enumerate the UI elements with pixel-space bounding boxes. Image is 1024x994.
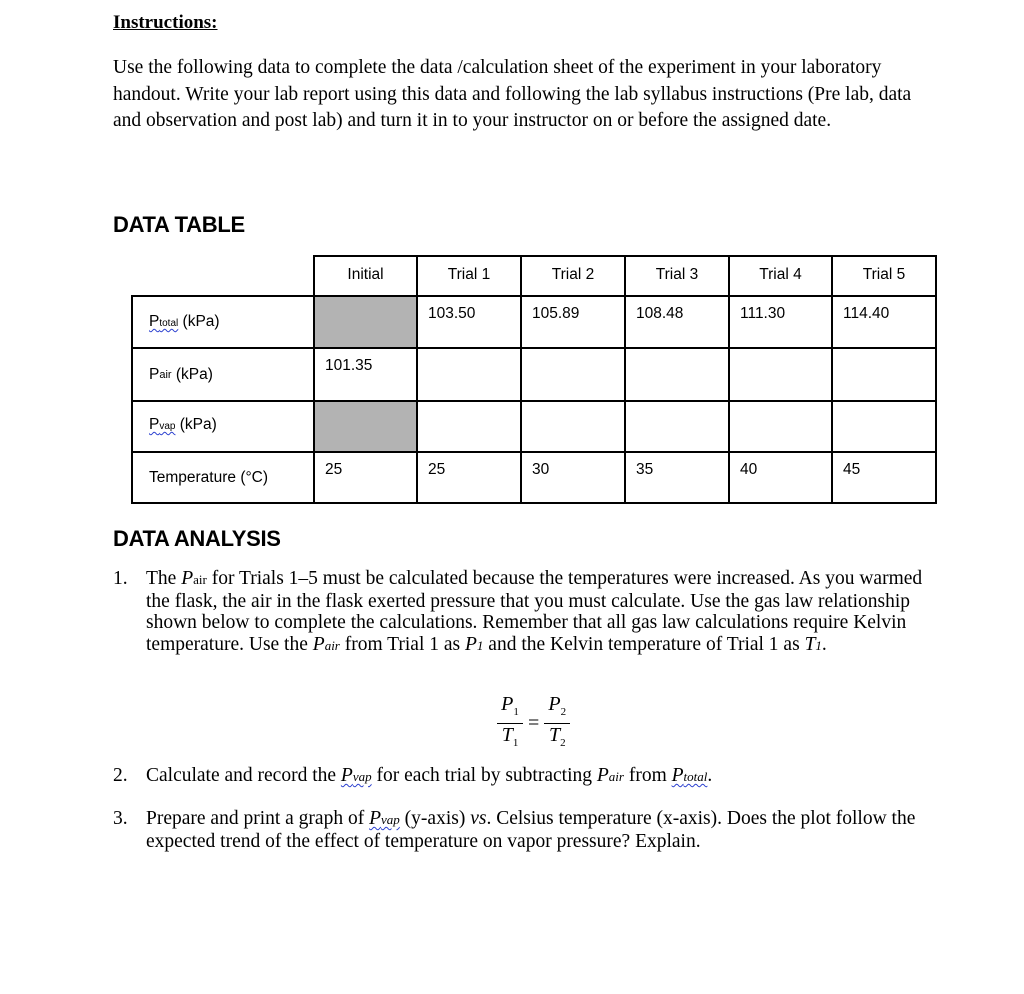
cell-p-total-trial-3: 108.48 <box>624 295 730 349</box>
cell-p-total-trial-5: 114.40 <box>831 295 937 349</box>
cell-p-air-trial-2 <box>520 347 626 402</box>
cell-temp-trial-3: 35 <box>624 451 730 504</box>
item-text: The Pair for Trials 1–5 must be calculated because the temperatures were increased. As you warmed the flask, the air in the flask exerted pressure that you must calculate. Use the gas law relationship shown below to complete the calculations. Remember that all gas law calculations require Kelvin temperature. Use the Pair from Trial 1 as P1 and the Kelvin temperature of Trial 1 as T1. <box>146 568 923 655</box>
row-label-unit: (kPa) <box>171 365 213 383</box>
cell-temp-trial-1: 25 <box>416 451 522 504</box>
item-text: Prepare and print a graph of Pvap (y-axis) vs. Celsius temperature (x-axis). Does the plot follow the expected trend of the effect of temperature on vapor pressure? Explain. <box>146 808 916 852</box>
instructions-heading: Instructions: <box>113 12 218 33</box>
cell-p-air-trial-5 <box>831 347 937 402</box>
cell-temp-trial-5: 45 <box>831 451 937 504</box>
instructions-paragraph: Use the following data to complete the data /calculation sheet of the experiment in your laboratory handout. Write your lab report using this data and following the lab syllabus instructions (Pre lab, data and observation and post lab) and turn it in to your instructor on or before the assigned date. <box>113 57 912 131</box>
cell-p-vap-trial-4 <box>728 400 833 453</box>
row-label-p-vap <box>131 400 315 453</box>
cell-temp-initial: 25 <box>313 451 418 504</box>
cell-p-air-initial: 101.35 <box>313 347 418 402</box>
equals-sign: = <box>528 712 540 734</box>
row-label-temperature: Temperature (°C) <box>131 451 315 504</box>
gas-law-formula <box>497 693 570 754</box>
cell-p-air-trial-3 <box>624 347 730 402</box>
row-label-subscript: air <box>159 368 172 381</box>
row-label-symbol: P <box>149 365 160 383</box>
cell-p-total-initial <box>313 295 418 349</box>
cell-p-air-trial-4 <box>728 347 833 402</box>
analysis-item-2 <box>113 765 943 788</box>
data-analysis-title: DATA ANALYSIS <box>113 526 281 551</box>
column-header-trial-2: Trial 2 <box>520 255 626 297</box>
fraction-p1-t1: $\frac{P_1}{T_1}$ <box>497 693 523 754</box>
column-header-trial-1: Trial 1 <box>416 255 522 297</box>
column-header-initial: Initial <box>313 255 418 297</box>
cell-temp-trial-2: 30 <box>520 451 626 504</box>
cell-p-vap-trial-2 <box>520 400 626 453</box>
column-header-trial-4: Trial 4 <box>728 255 833 297</box>
fraction-p2-t2: $\frac{P_2}{T_2}$ <box>544 693 570 754</box>
cell-p-total-trial-2: 105.89 <box>520 295 626 349</box>
cell-p-vap-trial-1 <box>416 400 522 453</box>
cell-p-vap-initial <box>313 400 418 453</box>
item-number: 3. <box>113 808 128 829</box>
column-header-trial-3: Trial 3 <box>624 255 730 297</box>
cell-p-air-trial-1 <box>416 347 522 402</box>
item-text: Calculate and record the Pvap for each trial by subtracting Pair from Ptotal. <box>146 765 713 786</box>
row-label-symbol: P <box>149 416 160 433</box>
data-table-title: DATA TABLE <box>113 212 245 237</box>
analysis-item-3 <box>113 808 943 852</box>
analysis-item-1 <box>113 568 943 656</box>
row-label-p-air <box>131 347 315 402</box>
item-number: 2. <box>113 765 128 786</box>
column-header-trial-5: Trial 5 <box>831 255 937 297</box>
row-label-symbol: P <box>149 313 160 330</box>
cell-temp-trial-4: 40 <box>728 451 833 504</box>
row-label-p-total <box>131 295 315 349</box>
cell-p-vap-trial-5 <box>831 400 937 453</box>
cell-p-total-trial-1: 103.50 <box>416 295 522 349</box>
cell-p-total-trial-4: 111.30 <box>728 295 833 349</box>
row-label-unit: (kPa) <box>178 313 220 330</box>
row-label-subscript: vap <box>159 421 176 432</box>
row-label-subscript: total <box>159 318 179 329</box>
row-label-unit: (kPa) <box>175 416 217 433</box>
data-table <box>131 255 937 504</box>
item-number: 1. <box>113 568 128 589</box>
cell-p-vap-trial-3 <box>624 400 730 453</box>
